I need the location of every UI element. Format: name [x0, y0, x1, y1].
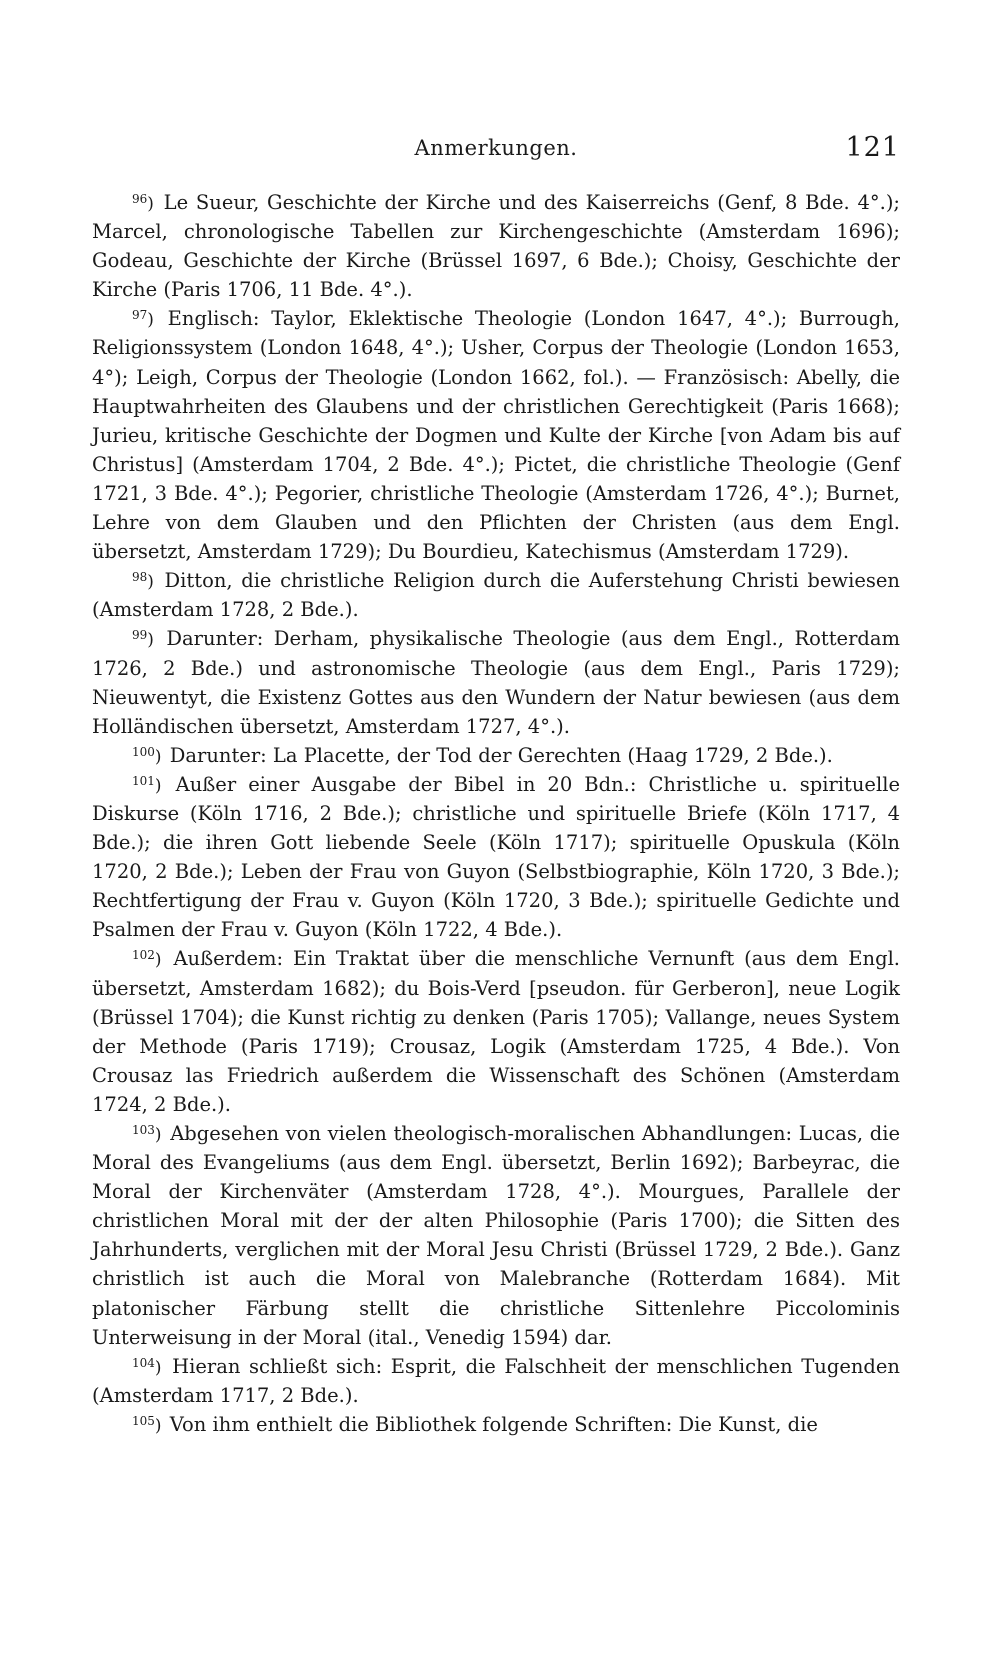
endnote-text: Abgesehen von vielen theologisch-moralischen Abhandlungen: Lucas, die Moral des Evangeliums (aus dem Engl. übersetzt, Berlin 1692); Barbeyrac, die Moral der Kirchenväter (Amsterdam 1728, 4°.). Mourgues, Parallele der christlichen Moral mit der der alten Philosophie (Paris 1700); die Sitten des Jahrhunderts, verglichen mit der Moral Jesu Christi (Brüssel 1729, 2 Bde.). Ganz christlich ist auch die Moral von Malebranche (Rotterdam 1684). Mit platonischer Färbung stellt die christliche Sittenlehre Piccolominis Unterweisung in der Moral (ital., Venedig 1594) dar.: [92, 1122, 900, 1349]
endnote: [92, 624, 900, 740]
endnote-text: Darunter: Derham, physikalische Theologie (aus dem Engl., Rotterdam 1726, 2 Bde.) und astronomische Theologie (aus dem Engl., Paris 1729); Nieuwentyt, die Existenz Gottes aus den Wundern der Natur bewiesen (aus dem Holländischen übersetzt, Amsterdam 1727, 4°.).: [92, 627, 901, 738]
endnote-number: $^{102}$ ): [132, 948, 162, 962]
endnote: [92, 1352, 900, 1410]
endnote-text: Hieran schließt sich: Esprit, die Falschheit der menschlichen Tugenden (Amsterdam 1717, 2 Bde.).: [92, 1354, 900, 1407]
endnote-text: Le Sueur, Geschichte der Kirche und des Kaiserreichs (Genf, 8 Bde. 4°.); Marcel, chronologische Tabellen zur Kirchengeschichte (Amsterdam 1696); Godeau, Geschichte der Kirche (Brüssel 1697, 6 Bde.); Choisy, Geschichte der Kirche (Paris 1706, 11 Bde. 4°.).: [92, 191, 900, 302]
endnote: [92, 304, 900, 566]
endnotes-list: [92, 188, 900, 1439]
endnote-text: Ditton, die christliche Religion durch die Auferstehung Christi bewiesen (Amsterdam 1728, 2 Bde.).: [92, 569, 900, 622]
page-number: 121: [845, 132, 900, 163]
endnote: [92, 1410, 900, 1439]
endnote-number: $^{98}$ ): [132, 570, 154, 584]
endnote-text: Darunter: La Placette, der Tod der Gerechten (Haag 1729, 2 Bde.).: [169, 743, 833, 767]
endnote-number: $^{103}$ ): [132, 1123, 162, 1137]
endnote: [92, 188, 900, 304]
endnote-number: $^{101}$ ): [132, 774, 162, 788]
endnote: [92, 566, 900, 624]
endnote-text: Außerdem: Ein Traktat über die menschliche Vernunft (aus dem Engl. übersetzt, Amsterdam 1682); du Bois-Verd [pseudon. für Gerberon], neue Logik (Brüssel 1704); die Kunst richtig zu denken (Paris 1705); Vallange, neues System der Methode (Paris 1719); Crousaz, Logik (Amsterdam 1725, 4 Bde.). Von Crousaz las Friedrich außerdem die Wissenschaft des Schönen (Amsterdam 1724, 2 Bde.).: [92, 947, 901, 1116]
endnote: [92, 770, 900, 945]
endnote: [92, 1119, 900, 1352]
endnote-number: $^{96}$ ): [132, 192, 154, 206]
endnote-text: Englisch: Taylor, Eklektische Theologie (London 1647, 4°.); Burrough, Religionssystem (London 1648, 4°.); Usher, Corpus der Theologie (London 1653, 4°); Leigh, Corpus der Theologie (London 1662, fol.). — Französisch: Abelly, die Hauptwahrheiten des Glaubens und der christlichen Gerechtigkeit (Paris 1668); Jurieu, kritische Geschichte der Dogmen und Kulte der Kirche [von Adam bis auf Christus] (Amsterdam 1704, 2 Bde. 4°.); Pictet, die christliche Theologie (Genf 1721, 3 Bde. 4°.); Pegorier, christliche Theologie (Amsterdam 1726, 4°.); Burnet, Lehre von dem Glauben und den Pflichten der Christen (aus dem Engl. übersetzt, Amsterdam 1729); Du Bourdieu, Katechismus (Amsterdam 1729).: [92, 307, 901, 564]
running-head: Anmerkungen.: [414, 136, 578, 160]
endnote-number: $^{100}$ ): [132, 745, 162, 759]
endnote-text: Von ihm enthielt die Bibliothek folgende Schriften: Die Kunst, die: [169, 1412, 818, 1436]
endnote-number: $^{99}$ ): [132, 628, 154, 642]
endnote-number: $^{97}$ ): [132, 308, 154, 322]
page-header: [92, 132, 900, 172]
endnote: [92, 741, 900, 770]
endnote: [92, 944, 900, 1119]
endnote-number: $^{104}$ ): [132, 1356, 162, 1370]
endnote-text: Außer einer Ausgabe der Bibel in 20 Bdn.: Christliche u. spirituelle Diskurse (Köln 1716, 2 Bde.); christliche und spirituelle Briefe (Köln 1717, 4 Bde.); die ihren Gott liebende Seele (Köln 1717); spirituelle Opuskula (Köln 1720, 2 Bde.); Leben der Frau von Guyon (Selbstbiographie, Köln 1720, 3 Bde.); Rechtfertigung der Frau v. Guyon (Köln 1720, 3 Bde.); spirituelle Gedichte und Psalmen der Frau v. Guyon (Köln 1722, 4 Bde.).: [92, 772, 900, 942]
endnote-number: $^{105}$ ): [132, 1414, 162, 1428]
